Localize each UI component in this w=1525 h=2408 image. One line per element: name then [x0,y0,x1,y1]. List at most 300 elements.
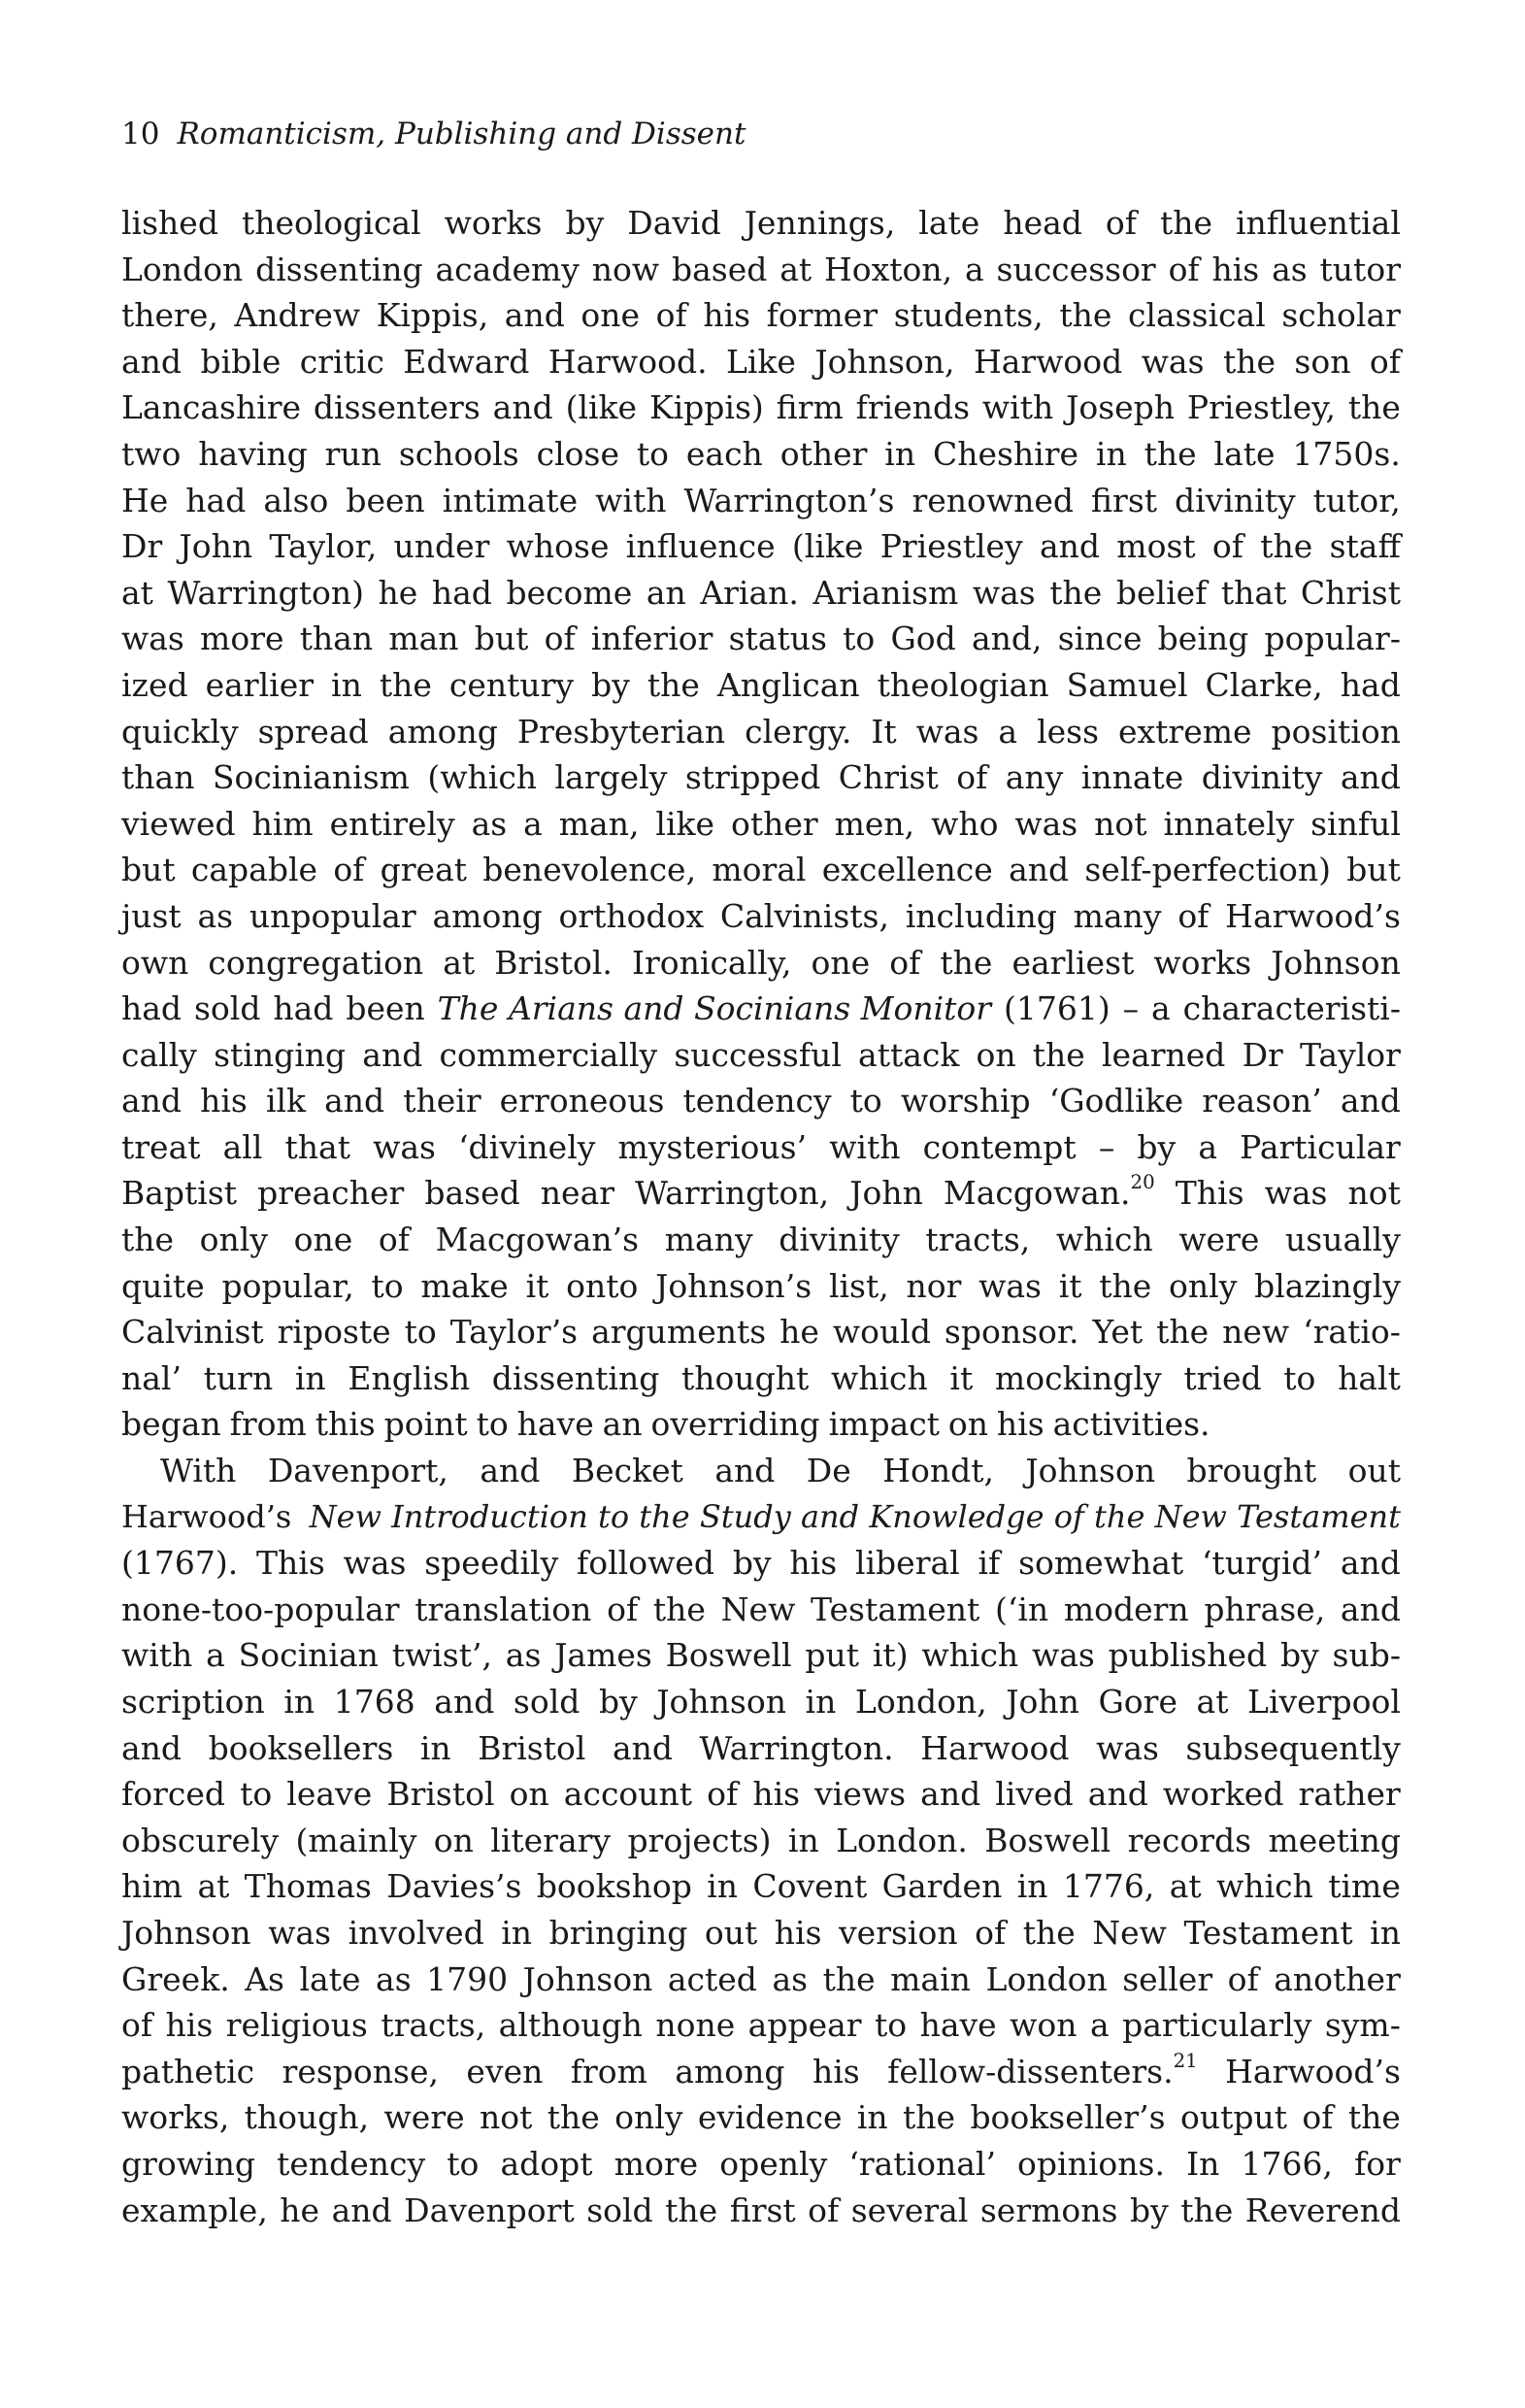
word [1037,709,1099,755]
word-text: late [918,204,980,242]
word [843,616,875,662]
word [478,1725,585,1772]
word-text: Hoxton, [824,250,953,288]
word [505,292,565,339]
word [566,1263,638,1310]
word-text: treat [121,1127,201,1166]
word [1310,801,1401,848]
word-text: him [121,1867,183,1906]
word [618,1124,808,1171]
word [839,754,939,801]
word [331,662,362,709]
text-line [121,847,1401,893]
word [558,893,704,940]
word [296,1818,417,1864]
word [752,1771,800,1818]
word-text: Dr [1242,1035,1283,1074]
word [221,1263,353,1310]
word [1116,523,1195,570]
word [121,1771,225,1818]
word [998,709,1017,755]
word-text: as [1272,250,1308,288]
word [1300,1032,1401,1079]
word [1212,247,1260,293]
word [1341,1540,1401,1587]
word-text: who [931,804,999,843]
word [466,2049,543,2095]
word-text: fellow-dissenters. [887,2052,1174,2090]
word [1271,940,1401,987]
word-text: of [1168,250,1200,288]
word [1128,1818,1252,1864]
word-text: tendency [682,1082,832,1120]
word-text: self-perfection) [1084,851,1332,889]
word [700,570,799,617]
text-line [121,2094,1401,2141]
word [559,801,640,848]
word [653,1587,706,1633]
word [277,2141,425,2188]
word-text: Warrington, [635,1174,830,1213]
word-text: worked [1162,1775,1284,1814]
word [717,662,860,709]
word-text: their [403,1082,481,1120]
word [517,709,725,755]
word-text: and [331,2191,392,2229]
word [1247,1679,1401,1725]
word [591,1309,766,1355]
word [1354,2141,1401,2188]
word-text: ‘rational’ [848,2144,996,2183]
word [1187,385,1336,431]
word-text: He [121,481,169,519]
word [627,1818,771,1864]
word-text: James [554,1636,652,1675]
word [280,2188,319,2234]
word [1033,1032,1085,1079]
word-text: successor [996,250,1156,288]
word-text: man, [558,804,640,843]
word [403,339,529,385]
word-text: the [1159,204,1213,242]
word-text: would [832,1313,931,1352]
word-text: was [1096,1728,1159,1767]
word [434,1679,494,1725]
word-text: 1768 [333,1683,415,1721]
word-text: to [240,1775,273,1814]
word [426,1956,508,2003]
word [686,431,763,478]
word-text: 1776, [1062,1867,1155,1906]
word [1059,1263,1082,1310]
word [399,431,519,478]
word [807,1448,851,1494]
word-text: but [474,619,529,658]
word-text: to [404,1313,437,1352]
word [974,339,1122,385]
word-text: renowned [912,481,1075,519]
word-text: and [121,1728,182,1767]
word [1302,2094,1333,2141]
word [436,1217,640,1263]
word [829,1401,940,1448]
word [811,1587,979,1633]
word-text: near [540,1174,615,1213]
word [1169,1263,1237,1310]
word [1156,1309,1209,1355]
word [1153,940,1251,987]
word [856,385,970,431]
word [121,1309,264,1355]
word [121,1818,279,1864]
word-text: mysterious’ [617,1127,808,1166]
word [346,986,424,1032]
word-text: he [779,1313,819,1352]
word-text: Dr [121,527,163,566]
word [1064,1587,1189,1633]
word-text: works [1153,943,1252,982]
word [121,801,236,848]
word-text: critic [299,342,384,381]
word-text: the [547,2098,600,2137]
word-text: at [197,1867,230,1906]
word-text: of [1227,1959,1259,1998]
word [209,1725,394,1772]
word-text: Harwood’s [1225,2052,1401,2090]
word-text: the [652,1589,706,1628]
word-text: a [206,1636,225,1675]
word-text: was [978,1266,1042,1305]
word-text: by [1137,1127,1177,1166]
word [514,1679,580,1725]
word [1281,292,1401,339]
word-text: sinful [1310,804,1401,843]
word-text: (like [791,527,864,566]
text-line [121,893,1401,940]
word [882,1448,994,1494]
word-text: under [393,527,490,566]
word-text: his [774,1913,822,1952]
word-text: as [376,1959,412,1998]
word [1272,247,1308,293]
word [591,616,713,662]
word [1348,385,1401,431]
word-text: dissenting [491,1358,660,1397]
word-text: of [1177,896,1210,935]
word-text: Clarke, [1205,665,1323,704]
word-text: man [388,619,459,658]
word [1169,247,1200,293]
word [403,1078,481,1124]
word [647,662,700,709]
word [526,1263,549,1310]
word [480,2094,532,2141]
word-text: run [324,434,381,473]
word [923,1124,1077,1171]
word [1063,1863,1154,1910]
word [1176,1170,1244,1217]
word [266,1078,306,1124]
word-text: (‘in [994,1589,1049,1628]
word-text: his [1211,250,1260,288]
word-text: Greek. [121,1959,230,1998]
word-text: since [1057,619,1143,658]
word-text: out [704,1913,758,1952]
word [745,200,896,247]
word-text: by [732,1544,772,1583]
word-text: century [448,665,575,704]
footnote-marker: 20 [1130,1171,1155,1194]
word [649,385,764,431]
word-text: commercially [439,1035,658,1074]
word-text: learned [1101,1035,1226,1074]
word-text: among [675,2052,785,2090]
word [912,478,1074,524]
word [283,1679,315,1725]
text-line [121,1494,1401,1541]
word [1294,339,1350,385]
word-text: Taylor, [269,527,378,566]
word-text: Warrington’s [683,481,895,519]
word-text: scription [121,1683,265,1721]
word [388,709,498,755]
word [547,2094,600,2141]
word [436,247,580,293]
word [720,893,889,940]
word [1221,570,1286,617]
word [812,2049,860,2095]
word [1186,2141,1219,2188]
word [595,478,666,524]
word [882,1863,1003,1910]
word [121,478,168,524]
word-text: among [387,712,498,751]
word-text: entirely [329,804,455,843]
word-text: evidence [697,2098,843,2137]
word-text: was [268,1913,332,1952]
word [475,616,529,662]
word [206,1632,225,1679]
word-text: bible [200,342,282,381]
word-text: Harwood [973,342,1123,381]
word-text: just [121,896,182,935]
word-text: Yet [1092,1313,1144,1352]
word [1067,662,1188,709]
word-text: tutor, [1312,481,1401,519]
word [1010,2002,1077,2049]
word [121,616,184,662]
word-text: whose [506,527,610,566]
word-text: earliest [1011,943,1135,982]
word [1264,616,1401,662]
word-text: academy [435,250,580,288]
word [121,1032,197,1079]
word-text: sponsor. [944,1313,1079,1352]
word [315,1401,376,1448]
word-text: theological [241,204,421,242]
word-text: New [1092,1913,1167,1952]
word-text: erroneous [499,1082,665,1120]
word [1292,431,1400,478]
text-line [121,1863,1401,1910]
word-text: and [121,342,182,381]
word [541,1170,614,1217]
word [300,1956,361,2003]
word [472,801,508,848]
word-text: English [348,1358,471,1397]
word-text: clergy. [745,712,852,751]
word-text: was [121,619,184,658]
word-text: Christ [1300,573,1401,612]
word [808,2188,839,2234]
word-text: London, [854,1683,987,1721]
word-text: Cheshire [932,434,1079,473]
word [223,1124,263,1171]
word-text: none [655,2006,736,2045]
word [985,1956,1107,2003]
word-text: on [947,1405,989,1444]
word-text: ilk [265,1082,307,1120]
word [1185,1725,1400,1772]
word-text: an [646,573,686,612]
word-text: at [443,943,476,982]
word [257,1170,404,1217]
word [263,478,328,524]
word [1348,2094,1401,2141]
word-text: – [1122,989,1140,1028]
word [121,1263,205,1310]
word [1204,1587,1325,1633]
word-text: successful [674,1035,842,1074]
word-text: the [121,1221,175,1259]
word-text: Davenport [404,2191,575,2229]
text-line [121,1632,1401,1679]
word-text: based [671,250,768,288]
word-text: was [1032,1636,1095,1675]
word [286,1771,372,1818]
word [494,940,613,987]
word-text: Johnson [656,1683,786,1721]
word [1325,2002,1401,2049]
word-text: thought [681,1358,810,1397]
word [665,2188,717,2234]
text-line [121,247,1401,293]
word [873,1632,909,1679]
word [949,1355,973,1402]
word [920,2002,997,2049]
word [940,940,992,987]
text-line [121,1124,1401,1171]
word-text: benevolence, [482,851,697,889]
text-line [121,1587,1401,1633]
word-text: (1767). [121,1544,239,1583]
word [889,940,920,987]
word [239,1632,379,1679]
word [500,1078,665,1124]
word [672,247,767,293]
word [978,1263,1042,1310]
word-text: twist’, [391,1636,492,1675]
word [632,940,792,987]
word-text: in [331,665,362,704]
word [121,940,188,987]
text-line [121,1078,1401,1124]
word [890,1956,971,2003]
word [683,1078,832,1124]
word-text: With [160,1452,237,1490]
word [371,1263,403,1310]
word-text: each [685,434,763,473]
word [549,1910,688,1956]
text-line [121,200,1401,247]
word-text: out [1347,1452,1401,1490]
word [434,1818,474,1864]
word-text: 1766, [1241,2144,1333,2183]
word [880,523,1023,570]
word [637,431,669,478]
word [1313,478,1401,524]
word [970,2094,1165,2141]
word-text: the [1059,296,1112,335]
word-text: Johnson [121,1913,251,1952]
word-text: as [505,1636,542,1675]
word-text: John [849,1174,923,1213]
word [432,570,492,617]
word-text: an [602,1405,643,1444]
word [376,1956,412,2003]
word-text: works [444,204,543,242]
word-text: theologian [877,665,1049,704]
word [121,2094,229,2141]
word-text: schools [398,434,519,473]
word-text: with [981,388,1054,427]
word-text: sold [513,1683,580,1721]
word-text: of [956,758,988,797]
word [1102,1032,1225,1079]
word-text: dissenting [255,250,423,288]
word [1092,1309,1143,1355]
text-line [121,431,1401,478]
word [1049,1078,1183,1124]
body-text [121,200,1401,2233]
word [836,1818,968,1864]
text-line [121,1771,1401,1818]
word [1058,616,1143,662]
word-text: and [362,1035,423,1074]
word [300,616,373,662]
word-text: by [1129,2191,1169,2229]
word-text: Taylor’s [449,1313,579,1352]
word [1144,431,1197,478]
word [580,292,640,339]
word [480,1448,540,1494]
word-text: had [185,481,247,519]
text-line [121,1725,1401,1772]
word-text: a [523,804,543,843]
word [707,1771,738,1818]
word-text: Particular [1240,1127,1401,1166]
word [945,1309,1079,1355]
word-text: records [1127,1821,1252,1859]
word-text: acted [667,1959,757,1998]
word-text: and [1340,1082,1401,1120]
word [571,2049,647,2095]
word-text: quite [121,1266,205,1305]
word [1341,1078,1401,1124]
word [849,1170,923,1217]
word [1053,1401,1210,1448]
text-line [121,1401,1401,1448]
